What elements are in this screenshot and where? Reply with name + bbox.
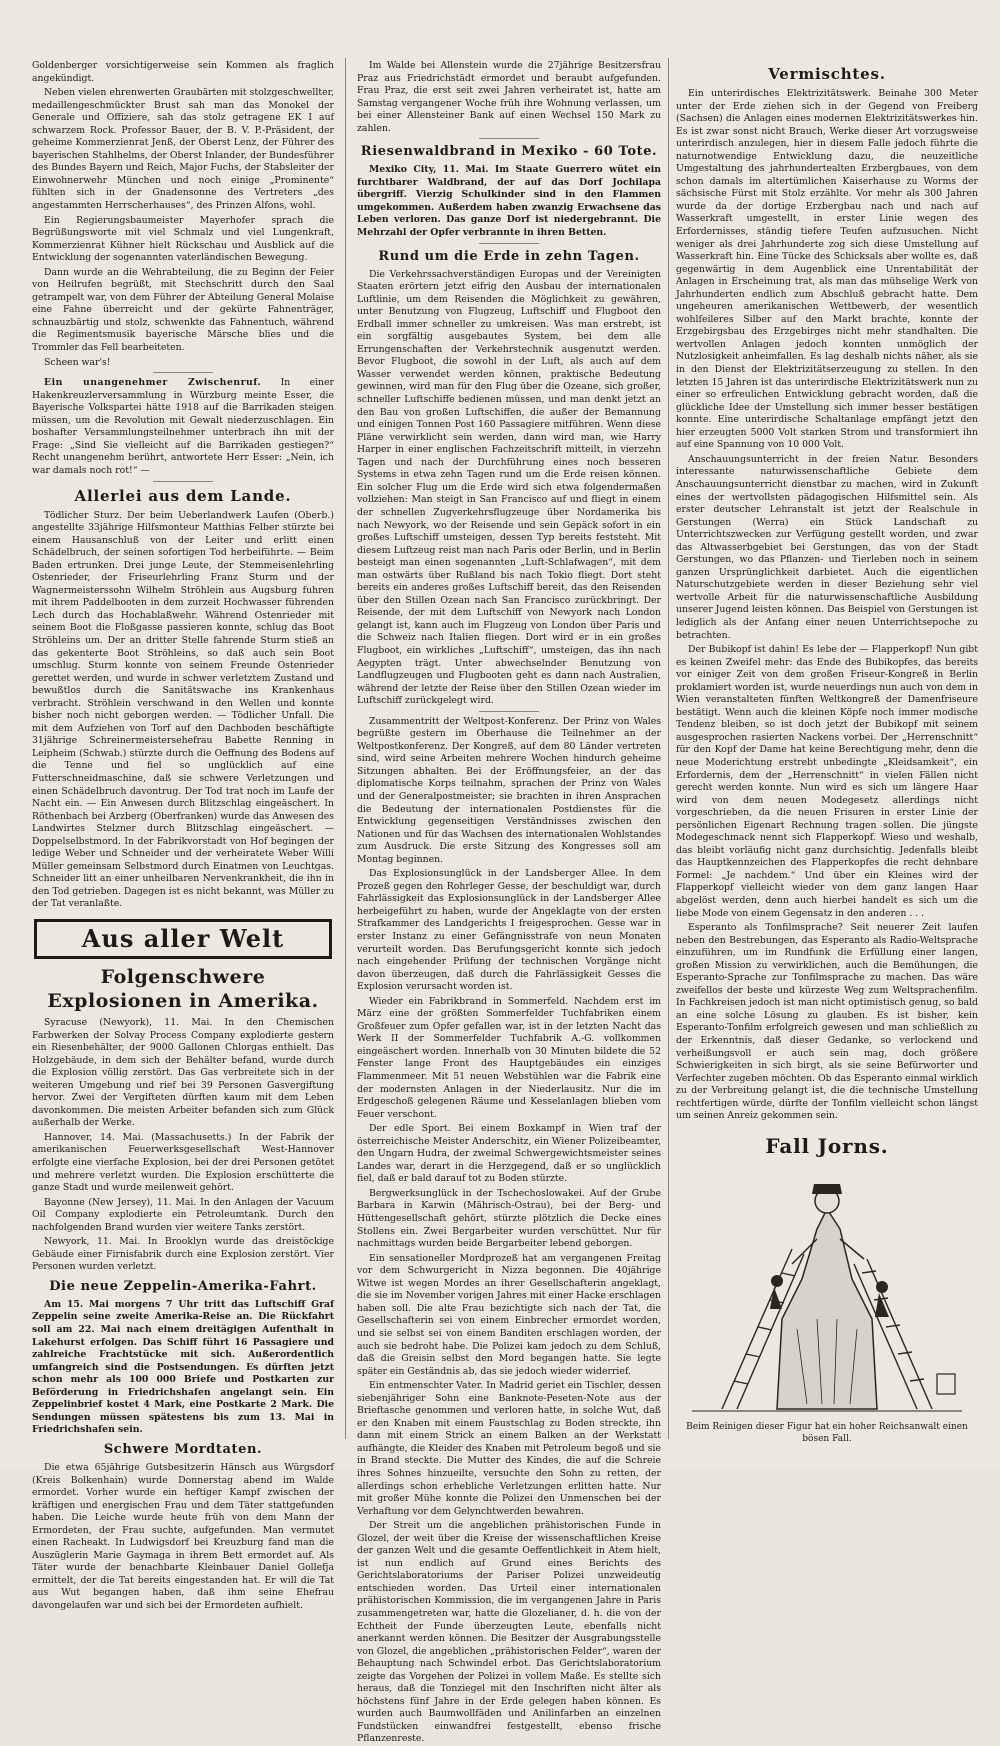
- article-paragraph: Neben vielen ehrenwerten Graubärten mit stolzgeschwellter, medaillengeschmückter Brust sah man das Monokel der Generale und Offiziere, sah das stolz getragene EK I auf schwarzem Rock. Professor Bauer, der B. V. P.-Präsident, der geheime Kommerzienrat Jenß, der Oberst Lenz, der Führer des bayerischen Stahlhelms, der Oberst Inlander, der Bundesführer des Bundes Bayern und Reich, Major Fuchs, der Stabsleiter der Einwohnerwehr München und noch einige „Prominente“ fühlten sich in der Gnadensonne des Vertreters „des angestammten Herrscherhauses“, des Prinzen Alfons, wohl.: [32, 87, 334, 212]
- cartoon-illustration: [682, 1169, 972, 1419]
- article-paragraph: Newyork, 11. Mai. In Brooklyn wurde das dreistöckige Gebäude einer Firnisfabrik durch eine Explosion zerstört. Vier Personen wurden verletzt.: [32, 1236, 334, 1273]
- separator: [479, 711, 539, 712]
- cartoon-drawing: [682, 1169, 972, 1419]
- article-paragraph: Der edle Sport. Bei einem Boxkampf in Wien traf der österreichische Meister Anderschitz, ein Wiener Polizeibeamter, den Ungarn Hudra, der zweimal Schwergewichtsmeister seines Landes war, derart in die Herzgegend, daß er so unglücklich fiel, daß er bald darauf tot zu Boden stürzte.: [357, 1123, 661, 1185]
- cartoon-caption: Beim Reinigen dieser Figur hat ein hoher Reichsanwalt einen bösen Fall.: [686, 1421, 968, 1444]
- column-right: [676, 60, 978, 1449]
- cartoon-title: Fall Jorns.: [765, 1133, 889, 1158]
- separator: [479, 243, 539, 244]
- article-paragraph: Ein unterirdisches Elektrizitätswerk. Beinahe 300 Meter unter der Erde ziehen sich in der Gegend von Freiberg (Sachsen) die Anlagen eines modernen Elektrizitätswerkes hin. Es ist zwar sonst nicht Brauch, Werke dieser Art vorzugsweise unterirdisch anzulegen, hier in diesem Falle jedoch führte die naturnotwendige Entwicklung dazu, die neuzeitliche Umgestaltung des jahrhundertealten Erzbergbaues, von dem schon damals im altertümlichen Kaiserhause zu Worms der sächsische Fürst mit Stolz erzählte. Vor mehr als 300 Jahren wurde da der dortige Erzbergbau nach und nach auf Wasserkraft umgestellt, in erster Linie wegen des Erfordernisses, ständig tiefere Teufen aufzusuchen. Nicht weniger als drei Jahrhunderte zog sich diese Umstellung auf Wasserkraft hin. Eine Tücke des Schicksals aber wollte es, daß gegenwärtig in dem Augenblick eine Unrentabilität der Anlagen in Erscheinung trat, als man das mühselige Werk von Jahrhunderten endlich zum Abschluß gebracht hatte. Dem ungeheuren amerikanischen Wettbewerb, der wesentlich wohlfeileres Silber auf den Markt brachte, konnte der Erzgebirgsbau des Erzgebirges nicht mehr standhalten. Die wertvollen Anlagen jedoch konnten unmöglich der Nutzlosigkeit anheimfallen. Es lag deshalb nichts näher, als sie in den Dienst der Elektrizitätserzeugung zu stellen. In den letzten 15 Jahren ist das unterirdische Elektrizitätswerk nun zu einer so erfreulichen Entwicklung gebracht worden, daß die glückliche Idee der Umstellung sich immer besser bestätigen konnte. Eine unterirdische Schaltanlage empfängt jetzt den hier erzeugten 5000 Volt starken Strom und transformiert ihn auf eine Spannung von 10 000 Volt.: [676, 88, 978, 451]
- article-paragraph: Am 15. Mai morgens 7 Uhr tritt das Luftschiff Graf Zeppelin seine zweite Amerika-Reise an. Die Rückfahrt soll am 22. Mai nach einem dreitägigen Aufenthalt in Lakehurst erfolgen. Das Schiff führt 16 Passagiere und zahlreiche Frachtstücke mit sich. Außerordentlich umfangreich sind die Postsendungen. Es dürften jetzt schon mehr als 100 000 Briefe und Postkarten zur Beförderung in Friedrichshafen angelangt sein. Ein Zeppelinbrief kostet 4 Mark, eine Postkarte 2 Mark. Die Sendungen müssen spätestens bis zum 13. Mai in Friedrichshafen sein.: [32, 1298, 334, 1436]
- section-heading: Vermischtes.: [768, 65, 886, 83]
- article-paragraph: Ein sensationeller Mordprozeß hat am vergangenen Freitag vor dem Schwurgericht in Nizza begonnen. Die 40jährige Witwe ist wegen Mordes an ihrer Gesellschafterin angeklagt, die sie im November vorigen Jahres mit einer Hacke erschlagen haben soll. Die alte Frau bezichtigte sich nach der Tat, die Gesellschafterin sei von einem Einbrecher ermordet worden, und sie selbst sei von einem Banditen erschlagen worden, der auch sie bedroht habe. Die Polizei kam jedoch zu dem Schluß, daß die Greisin selbst den Mord begangen hatte. Sie legte später ein Geständnis ab, das sie jedoch wieder widerrief.: [357, 1252, 661, 1377]
- article-paragraph: Das Explosionsunglück in der Landsberger Allee. In dem Prozeß gegen den Rohrleger Gesse, der beschuldigt war, durch Fahrlässigkeit das Explosionsunglück in der Landsberger Allee herbeigeführt zu haben, wurde der Angeklagte von der ersten Strafkammer des Landgerichts I freigesprochen. Gesse war in erster Instanz zu einer Gefängnisstrafe von neun Monaten verurteilt worden. Das Berufungsgericht konnte sich jedoch nach eingehender Prüfung der technischen Vorgänge nicht davon überzeugen, daß durch die Fahrlässigkeit Gesses die Explosion verursacht worden ist.: [357, 868, 661, 993]
- article-paragraph: Ein Regierungsbaumeister Mayerhofer sprach die Begrüßungsworte mit viel Schmalz und viel Lungenkraft, Kommerzienrat Kühner hielt Rückschau und Ausblick auf die Entwicklung der sogenannten vaterländischen Bewegung.: [32, 214, 334, 264]
- article-paragraph: Der Streit um die angeblichen prähistorischen Funde in Glozel, der weit über die Kreise der wissenschaftlichen Kreise der ganzen Welt und die gesamte Oeffentlichkeit in Atem hielt, ist nun endlich auf Grund eines Berichts des Gerichtslaboratoriums der Pariser Polizei unzweideutig entschieden worden. Das Urteil einer internationalen prähistorischen Kommission, die im vergangenen Jahre in Paris zusammengetreten war, hatte die Glozelianer, d. h. die von der Echtheit der Funde überzeugten Leute, ebenfalls nicht anerkannt werden können. Die Besitzer der Ausgrabungsstelle von Glozel, die angeblichen „prähistorischen Felder“, waren der Behauptung nach Schwindel erbot. Das Gerichtslaboratorium zeigte das Vorgehen der Polizei in vollem Maße. Es stellte sich heraus, daß die Tonziegel mit den Inschriften nicht älter als höchstens fünf Jahre in der Erde gelegen haben können. Es wurden auch Baumwollfäden und Anilinfarben an einzelnen Fundstücken einwandfrei festgestellt, ebenso frische Pflanzenreste.: [357, 1520, 661, 1745]
- article-paragraph: Bergwerksunglück in der Tschechoslowakei. Auf der Grube Barbara in Karwin (Mährisch-Ostrau), bei der Berg- und Hüttengesellschaft gehört, stürzte plötzlich die Decke eines Stollens ein. Zwei Bergarbeiter wurden verschüttet. Nur für nachmittags wurden beide Bergarbeiter lebend geborgen.: [357, 1187, 661, 1250]
- article-paragraph: Die etwa 65jährige Gutsbesitzerin Hänsch aus Würgsdorf (Kreis Bolkenhain) wurde Donnerstag abend im Walde ermordet. Vorher wurde ein heftiger Kampf zwischen der kräftigen und energischen Frau und dem Täter stattgefunden haben. Die Leiche wurde heute früh von dem Mann der Ermordeten, der Frau suchte, aufgefunden. Man vermutet einen Racheakt. In Ludwigsdorf bei Kreuzburg fand man die Auszüglerin Marie Gaymaga in ihrem Bett ermordet auf. Als Täter wurde der benachbarte Kleinbauer Daniel Gollefja ermittelt, der die Tat bereits eingestanden hat. Er will die Tat aus Wut begangen haben, daß ihm seine Ehefrau davongelaufen war und sich bei der Ermordeten aufhielt.: [32, 1461, 334, 1611]
- article-paragraph: Anschauungsunterricht in der freien Natur. Besonders interessante naturwissenschaftliche Gebiete dem Anschauungsunterricht dienstbar zu machen, wird in Zukunft eines der wertvollsten pädagogischen Hilfsmittel sein. Als erster deutscher Lehranstalt ist jetzt der Realschule in Gerstungen (Werra) ein Stück Landschaft zu Unterrichtszwecken zur Verfügung gestellt worden, und zwar das Altwasserbgebiet bei Gerstungen, das von der Stadt Gerstungen, wo das Pflanzen- und Tierleben noch in seinem ganzen Ursprünglichkeit darbietet. Auch die eigentlichen Naturschutzgebiete werden in dieser Beziehung sehr viel wertvolle Arbeit für die naturwissenschaftliche Ausbildung unserer Jugend leisten können. Das Beispiel von Gerstungen ist lediglich als der Anfang einer neuen Unterrichtsepoche zu betrachten.: [676, 453, 978, 641]
- article-paragraph: Der Bubikopf ist dahin! Es lebe der — Flapperkopf! Nun gibt es keinen Zweifel mehr: das Ende des Bubikopfes, das bereits vor einiger Zeit von dem großen Friseur-Kongreß in Berlin proklamiert worden ist, wurde neuerdings nun auch von dem in Wien veranstalteten fünften Weltkongreß der Damenfriseure bestätigt. Wenn auch die kleinen Köpfe noch immer modische Tendenz bleiben, so ist doch jetzt der Bubikopf mit seinem ausgesprochen rasierten Nackens vorbei. Der „Herrenschnitt“ für den Kopf der Dame hat keine Berechtigung mehr, denn die neue Moderichtung erstrebt unbedingte „Kleidsamkeit“, ein Erfordernis, dem der „Herrenschnitt“ in vielen Fällen nicht gerecht werden konnte. Nun wird es sich um längere Haar wird von dem neuen Modegesetz allerdings nicht vorgeschrieben, da die neuen Frisuren in erster Linie der persönlichen Eigenart Rechnung tragen sollen. Die jüngste Modegeschmack nennt sich Flapperkopf. Wieso und weshalb, das bleibt vorläufig nicht ganz durchsichtig. Jedenfalls bleibt das Hauptkennzeichen des Flapperkopfes die recht dehnbare Formel: „Je nachdem.“ Und über ein Kleines wird der Flapperkopf vielleicht wieder von dem ganz langen Haar abgelöst werden, denn auch hierbei handelt es sich um die liebe Mode von einem Gegensatz in den anderen . . .: [676, 644, 978, 919]
- separator: [153, 372, 213, 373]
- article-paragraph: Syracuse (Newyork), 11. Mai. In den Chemischen Farbwerken der Solvay Process Company explodierte gestern ein Riesenbehälter, der 9000 Gallonen Chlorgas enthielt. Das Holzgebäude, in dem sich der Behälter befand, wurde durch die Explosion völlig zerstört. Das Gas verbreitete sich in der weiteren Umgebung und rief bei 39 Personen Gasvergiftung hervor. Zwei der Vergifteten dürften kaum mit dem Leben davonkommen. Die meisten Arbeiter befanden sich zum Glück außerhalb der Werke.: [32, 1017, 334, 1129]
- article-paragraph: Bayonne (New Jersey), 11. Mai. In den Anlagen der Vacuum Oil Company explodierte ein Petroleumtank. Durch den nachfolgenden Brand wurden vier weitere Tanks zerstört.: [32, 1196, 334, 1233]
- article-headline: Die neue Zeppelin-Amerika-Fahrt.: [49, 1278, 317, 1294]
- separator: [153, 481, 213, 482]
- article-paragraph: Dann wurde an die Wehrabteilung, die zu Beginn der Feier von Heilrufen begrüßt, mit Stechschritt durch den Saal getrampelt war, von dem Führer der Abteilung General Molaise eine Fahne überreicht und der gekürte Fahnenträger, schnauzbärtig und stolz, schwenkte das Fahnentuch, während die Regimentsmusik bayerische Märsche blies und die Trommler das Fell bearbeiteten.: [32, 266, 334, 354]
- article-paragraph: Zusammentritt der Weltpost-Konferenz. Der Prinz von Wales begrüßte gestern im Oberhause die Teilnehmer an der Weltpostkonferenz. Der Kongreß, auf dem 80 Länder vertreten sind, wird seine Arbeiten mehrere Wochen hindurch geheime Sitzungen abhalten. Bei der Eröffnungsfeier, an der das diplomatische Korps teilnahm, sprachen der Prinz von Wales und der Generalpostmeister; sie brachten in ihren Ansprachen die Bedeutung der internationalen Postdienstes für die Entwicklung gegenseitigen Verständnisses zwischen den Nationen und für das Wachsen des internationalen Wohlstandes zum Ausdruck. Die erste Sitzung des Kongresses soll am Montag beginnen.: [357, 715, 661, 865]
- article-headline: Rund um die Erde in zehn Tagen.: [378, 248, 640, 264]
- article-headline: Riesenwaldbrand in Mexiko - 60 Tote.: [360, 144, 658, 160]
- article-headline: Folgenschwere Explosionen in Amerika.: [47, 966, 319, 1012]
- column-middle: [357, 60, 661, 1745]
- article-paragraph: Goldenberger vorsichtigerweise sein Kommen als fraglich angekündigt.: [32, 60, 334, 84]
- column-rule: [668, 58, 669, 1439]
- article-paragraph: Die Verkehrssachverständigen Europas und der Vereinigten Staaten erörtern jetzt eifrig den Ausbau der internationalen Luftlinie, um dem Reisenden die Möglichkeit zu gewähren, unter Benutzung von Flugzeug, Luftschiff und Flugboot den Erdball immer schneller zu umkreisen. Was man erstrebt, ist ein sorgfältig ausgebautes System, bei dem alle Errungenschaften der Verkehrstechnik ausgenutzt werden. Bevor Flugboot, die sowohl in der Luft, als auch auf dem Wasser verwendet werden können, praktische Bedeutung gewinnen, wird man für den Flug über die Ozeane, sich großer, schneller Luftschiffe bedienen müssen, und man denkt jetzt an den Bau von großen Luftschiffen, die außer der Bemannung und einigen Tonnen Post 160 Passagiere mitführen. Wenn diese Pläne verwirklicht sein werden, dann wird man, wie Harry Harper in einer englischen Fachzeitschrift mitteilt, in vierzehn Tagen und nach der Durchführung eines noch besseren Systems in etwa zehn Tagen rund um die Erde reisen können. Ein solcher Flug um die Erde wird sich etwa folgendermaßen vollziehen: Man steigt in San Francisco auf und fliegt in einem der schnellen Zugverkehrsflugzeuge über Nordamerika bis nach Newyork, wo der Reisende und sein Gepäck sofort in ein großes Luftschiff umsteigen, dessen Typ bereits feststeht. Mit diesem Luftzeug reist man nach Paris oder Berlin, und in Berlin besteigt man einen sogenannten „Luft-Schlafwagen“, mit dem man ostwärts über Rußland bis nach Tokio fliegt. Dort steht bereits ein anderes großes Luftschiff bereit, das den Reisenden über den Stillen Ozean nach San Francisco zurückbringt. Der Reisende, der mit dem Luftschiff von Newyork nach London gelangt ist, kann auch im Flugzeug von London über Paris und die Schweiz nach Italien fliegen. Dort wird er in ein großes Flugboot, ein wirkliches „Luftschiff“, umsteigen, das ihn nach Aegypten trägt. Unter abwechselnder Benutzung von Landflugzeugen und Flugbooten geht es dann nach Australien, während der letzte der Reise über den Stillen Ozean wieder im Luftschiff zurückgelegt wird.: [357, 268, 661, 707]
- section-banner: Aus aller Welt: [34, 919, 332, 959]
- article-headline: Schwere Mordtaten.: [103, 1441, 263, 1457]
- article-paragraph: Im Walde bei Allenstein wurde die 27jährige Besitzersfrau Praz aus Friedrichstädt ermordet und beraubt aufgefunden. Frau Praz, die erst seit zwei Jahren verheiratet ist, hatte am Samstag vergangener Woche früh ihre Wohnung verlassen, um bei einer Allensteiner Bank auf einen Wechsel 150 Mark zu zahlen.: [357, 60, 661, 134]
- column-left: [32, 60, 334, 1611]
- article-paragraph: Esperanto als Tonfilmsprache? Seit neuerer Zeit laufen neben den Bestrebungen, das Esperanto als Radio-Weltsprache einzuführen, um im Rundfunk die Erfüllung einer langen, großen Mission zu verwirklichen, auch die Bemühungen, die Esperanto-Sprache zur Tonfilmsprache zu machen. Das wäre zweifellos der beste und kürzeste Weg zum Weltsprachenfilm. In Fachkreisen jedoch ist man nicht optimistisch genug, so bald an eine solche Lösung zu glauben. Es ist bisher, kein Esperanto-Tonfilm erfolgreich gewesen und man schließlich zu der Erkenntnis, daß dieser Gedanke, so verlockend und verheißungsvoll er auch sein mag, doch größere Schwierigkeiten in sich birgt, als sie seine Befürworter und Verfechter zugeben möchten. Ob das Esperanto einmal wirklich zu der Verbreitung gelangt ist, die die technische Umstellung rechtfertigen würde, dürfte der Tonfilm vielleicht schon längst um seinen Anreiz gekommen sein.: [676, 922, 978, 1122]
- item-lead: Ein unangenehmer Zwischenruf.: [44, 377, 262, 389]
- item-body: In einer Hakenkreuzlerversammlung in Würzburg meinte Esser, die Bayerische Volkspartei hätte 1918 auf die Barrikaden steigen müssen, um die Revolution mit Gewalt niederzuschlagen. Ein boshafter Versammlungsteilnehmer unterbrach ihn mit der Frage: „Sind Sie vielleicht auf die Barrikaden gestiegen?“ Recht unangenehm berührt, antwortete Herr Esser: „Nein, ich war damals noch rot!“ —: [32, 377, 334, 476]
- article-paragraph: Mexiko City, 11. Mai. Im Staate Guerrero wütet ein furchtbarer Waldbrand, der auf das Dorf Jochilapa übergriff. Vierzig Schulkinder sind in den Flammen umgekommen. Außerdem haben zwanzig Erwachsene das Leben verloren. Das ganze Dorf ist niedergebrannt. Die Mehrzahl der Opfer verbrannte in ihren Betten.: [357, 164, 661, 239]
- separator: [479, 138, 539, 139]
- article-paragraph: Tödlicher Sturz. Der beim Ueberlandwerk Laufen (Oberb.) angestellte 33jährige Hilfsmonteur Matthias Felber stürzte bei einem Hausanschluß von der Leiter und erlitt einen Schädelbruch, der seinen sofortigen Tod herbeiführte. — Beim Baden ertrunken. Drei junge Leute, der Stemmeisenlehrling Ostenrieder, der Friseurlehrling Franz Sturm und der Wagnermeisterssohn Wilhelm Ströhlein aus Augsburg fuhren mit ihrem Paddelbooten in dem zurzeit Hochwasser führenden Lech durch das Hochablaßwehr. Während Ostenrieder mit seinem Boot die Floßgasse passieren konnte, schlug das Boot Ströhleins um. Der an dritter Stelle fahrende Sturm stieß an das gekenterte Boot Ströhleins, so daß auch sein Boot umschlug. Sturm konnte von seinem Freunde Ostenrieder gerettet werden, und wurde in schwer verletztem Zustand und bewußtlos durch die Sanitätswache ins Krankenhaus verbracht. Ströhlein verschwand in den Wellen und konnte bisher noch nicht geborgen werden. — Tödlicher Unfall. Die mit dem Aufziehen von Torf auf den Dachboden beschäftigte 31jährige Schreinermeistersehefrau Babette Renning in Leipheim (Schwab.) stürzte durch die Oeffnung des Bodens auf die Tenne und fiel so unglücklich auf eine Futterschneidmaschine, daß sie schwere Verletzungen und einen Schädelbruch davontrug. Der Tod trat noch im Laufe der Nacht ein. — Ein Anwesen durch Blitzschlag eingeäschert. In Röthenbach bei Arzberg (Oberfranken) wurde das Anwesen des Landwirtes Stelzner durch Blitzschlag eingeäschert. — Doppelselbstmord. In der Fabrikvorstadt von Hof begingen der ledige Weber und Schneider und der verheiratete Weber Willi Müller gemeinsam Selbstmord durch Einatmen von Leuchtgas. Schneider litt an einer unheilbaren Nervenkrankheit, die ihn in den Tod getrieben. Dagegen ist es nicht bekannt, was Müller zu der Tat veranlaßte.: [32, 509, 334, 910]
- article-paragraph: Ein entmenschter Vater. In Madrid geriet ein Tischler, dessen siebenjähriger Sohn eine Banknote-Peseten-Note aus der Brieftasche genommen und verloren hatte, in solche Wut, daß er den Knaben mit einem Faustschlag zu Boden streckte, ihn dann mit einem Strick an einem Balken an der Werkstatt aufhängte, die Kleider des Knaben mit Petroleum begoß und sie in Brand steckte. Die Mutter des Kindes, die auf die Schreie ihres Sohnes hinzueilte, versuchte den Sohn zu retten, der allerdings schon erhebliche Verletzungen erlitten hatte. Nur mit großer Mühe konnte die Polizei den Unmenschen bei der Verhaftung vor dem Gelynchtwerden bewahren.: [357, 1380, 661, 1517]
- section-heading: Allerlei aus dem Lande.: [74, 486, 292, 505]
- article-paragraph: Scheen war's!: [44, 356, 111, 368]
- column-rule: [345, 58, 346, 1439]
- article-paragraph: Wieder ein Fabrikbrand in Sommerfeld. Nachdem erst im März eine der größten Sommerfelder Tuchfabriken einem Großfeuer zum Opfer gefallen war, ist in der letzten Nacht das Werk II der Sommerfelder Tuchfabrik A.-G. vollkommen eingeäschert worden. Innerhalb von 30 Minuten bildete die 52 Fenster lange Front des Hauptgebäudes ein einziges Flammenmeer. Mit 51 neuen Webstühlen war die Fabrik eine der modernsten Anlagen in der Niederlausitz. Nur die im Erdgeschoß gelegenen Räume und Kesselanlagen blieben vom Feuer verschont.: [357, 995, 661, 1120]
- article-paragraph: Hannover, 14. Mai. (Massachusetts.) In der Fabrik der amerikanischen Feuerwerksgesellschaft West-Hannover erfolgte eine vierfache Explosion, bei der drei Personen getötet und mehrere verletzt wurden. Die Explosion erschütterte die ganze Stadt und wurde meilenweit gehört.: [32, 1131, 334, 1194]
